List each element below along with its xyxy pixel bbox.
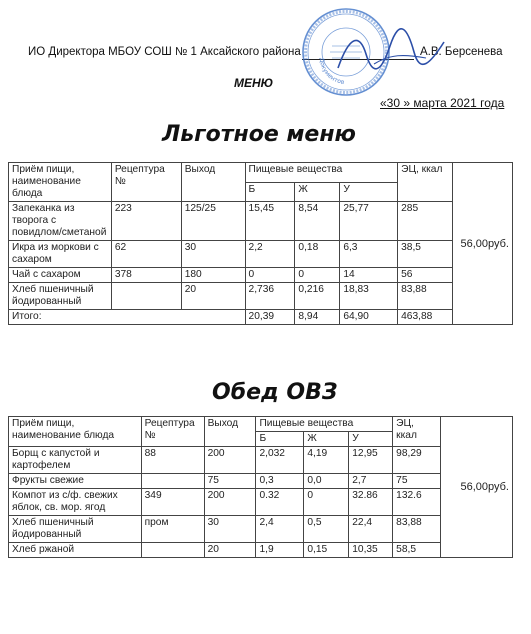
header-yield: Выход xyxy=(181,163,245,202)
recipe-no: 223 xyxy=(111,202,181,241)
carbs: 14 xyxy=(340,268,398,283)
total-kcal: 463,88 xyxy=(398,310,453,325)
kcal: 83,88 xyxy=(398,283,453,310)
header-kcal: ЭЦ, ккал xyxy=(393,417,441,447)
protein: 2,736 xyxy=(245,283,295,310)
benefit-menu-table xyxy=(8,162,513,325)
table-row xyxy=(9,489,513,516)
header-carbs: У xyxy=(340,182,398,202)
protein: 0,3 xyxy=(256,474,304,489)
kcal: 285 xyxy=(398,202,453,241)
dish-name: Запеканка из творога с повидлом/сметаной xyxy=(9,202,112,241)
recipe-no: 88 xyxy=(141,447,204,474)
header-protein: Б xyxy=(245,182,295,202)
carbs: 18,83 xyxy=(340,283,398,310)
total-row xyxy=(9,310,513,325)
fat: 0,5 xyxy=(304,516,349,543)
header-nutrients: Пищевые вещества xyxy=(245,163,398,183)
dish-name: Хлеб ржаной xyxy=(9,543,142,558)
yield: 200 xyxy=(204,489,256,516)
total-protein: 20,39 xyxy=(245,310,295,325)
protein: 0 xyxy=(245,268,295,283)
fat: 0 xyxy=(295,268,340,283)
kcal: 98,29 xyxy=(393,447,441,474)
carbs: 2,7 xyxy=(349,474,393,489)
price-cell: 56,00руб. xyxy=(441,417,513,558)
table-row xyxy=(9,474,513,489)
yield: 30 xyxy=(204,516,256,543)
table-row xyxy=(9,543,513,558)
fat: 4,19 xyxy=(304,447,349,474)
recipe-no xyxy=(111,283,181,310)
protein: 2,032 xyxy=(256,447,304,474)
dish-name: Икра из моркови с сахаром xyxy=(9,241,112,268)
yield: 75 xyxy=(204,474,256,489)
yield: 200 xyxy=(204,447,256,474)
carbs: 22,4 xyxy=(349,516,393,543)
total-fat: 8,94 xyxy=(295,310,340,325)
approval-date: «30 » марта 2021 года xyxy=(380,96,505,110)
total-carbs: 64,90 xyxy=(340,310,398,325)
fat: 0,0 xyxy=(304,474,349,489)
carbs: 25,77 xyxy=(340,202,398,241)
protein: 2,4 xyxy=(256,516,304,543)
table-row xyxy=(9,241,513,268)
recipe-no xyxy=(141,474,204,489)
recipe-no: 378 xyxy=(111,268,181,283)
header-name: Приём пищи, наименование блюда xyxy=(9,417,142,447)
dish-name: Борщ с капустой и картофелем xyxy=(9,447,142,474)
total-label: Итого: xyxy=(9,310,246,325)
recipe-no xyxy=(141,543,204,558)
header-recipe: Рецептура № xyxy=(141,417,204,447)
approval-header xyxy=(0,46,531,64)
table-row xyxy=(9,202,513,241)
table-row xyxy=(9,447,513,474)
header-carbs: У xyxy=(349,432,393,447)
yield: 125/25 xyxy=(181,202,245,241)
header-nutrients: Пищевые вещества xyxy=(256,417,393,432)
kcal: 56 xyxy=(398,268,453,283)
fat: 0,15 xyxy=(304,543,349,558)
dish-name: Хлеб пшеничный йодированный xyxy=(9,283,112,310)
fat: 8,54 xyxy=(295,202,340,241)
fat: 0,18 xyxy=(295,241,340,268)
table-row xyxy=(9,516,513,543)
header-kcal: ЭЦ, ккал xyxy=(398,163,453,202)
director-title: ИО Директора МБОУ СОШ № 1 Аксайского района xyxy=(28,46,301,58)
stamp-text: Документов xyxy=(317,57,345,86)
dish-name: Компот из с/ф. свежих яблок, св. мор. ягод xyxy=(9,489,142,516)
table-row xyxy=(9,268,513,283)
ovz-lunch-table xyxy=(8,416,513,558)
fat: 0 xyxy=(304,489,349,516)
recipe-no: 349 xyxy=(141,489,204,516)
dish-name: Чай с сахаром xyxy=(9,268,112,283)
menu-heading: МЕНЮ xyxy=(234,76,274,90)
yield: 180 xyxy=(181,268,245,283)
kcal: 75 xyxy=(393,474,441,489)
table1-title: Льготное меню xyxy=(162,122,356,147)
yield: 20 xyxy=(204,543,256,558)
director-name: А.В. Берсенева xyxy=(420,46,503,58)
carbs: 6,3 xyxy=(340,241,398,268)
header-protein: Б xyxy=(256,432,304,447)
kcal: 58,5 xyxy=(393,543,441,558)
carbs: 12,95 xyxy=(349,447,393,474)
table-header-row xyxy=(9,417,513,432)
kcal: 38,5 xyxy=(398,241,453,268)
dish-name: Фрукты свежие xyxy=(9,474,142,489)
header-name: Приём пищи, наименование блюда xyxy=(9,163,112,202)
yield: 20 xyxy=(181,283,245,310)
price-cell: 56,00руб. xyxy=(453,163,513,325)
table-header-row xyxy=(9,163,513,183)
header-fat: Ж xyxy=(295,182,340,202)
recipe-no: 62 xyxy=(111,241,181,268)
dish-name: Хлеб пшеничный йодированный xyxy=(9,516,142,543)
carbs: 10,35 xyxy=(349,543,393,558)
header-recipe: Рецептура № xyxy=(111,163,181,202)
protein: 15,45 xyxy=(245,202,295,241)
fat: 0,216 xyxy=(295,283,340,310)
table-row xyxy=(9,283,513,310)
carbs: 32.86 xyxy=(349,489,393,516)
protein: 2,2 xyxy=(245,241,295,268)
table2-title: Обед ОВЗ xyxy=(212,380,338,405)
director-signature xyxy=(330,24,450,84)
yield: 30 xyxy=(181,241,245,268)
header-fat: Ж xyxy=(304,432,349,447)
header-yield: Выход xyxy=(204,417,256,447)
recipe-no: пром xyxy=(141,516,204,543)
kcal: 83,88 xyxy=(393,516,441,543)
protein: 0.32 xyxy=(256,489,304,516)
protein: 1,9 xyxy=(256,543,304,558)
kcal: 132.6 xyxy=(393,489,441,516)
